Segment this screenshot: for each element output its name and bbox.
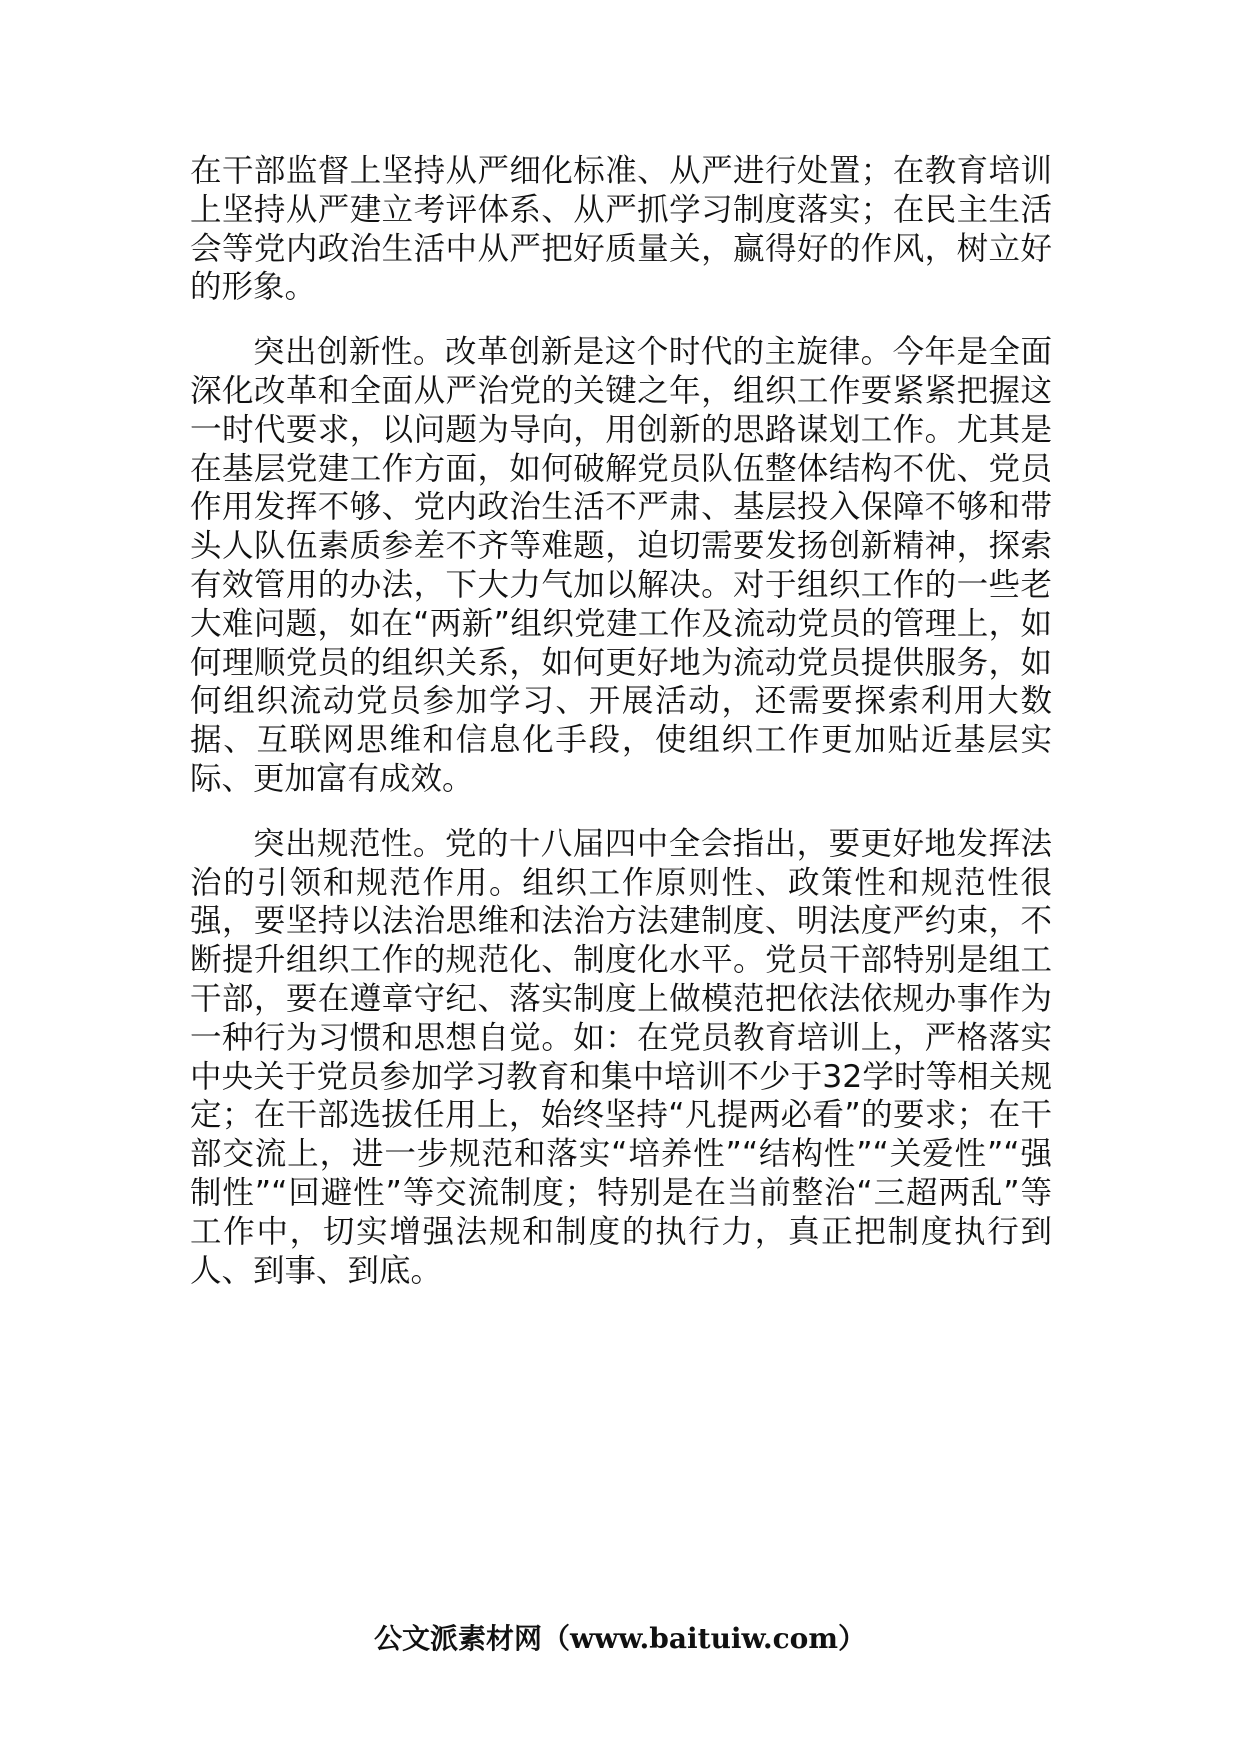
footer-source-text: 公文派素材网（www.baituiw.com） bbox=[374, 1622, 866, 1655]
paragraph-innovation: 突出创新性。改革创新是这个时代的主旋律。今年是全面深化改革和全面从严治党的关键之年，组织工作要紧紧把握这一时代要求，以问题为导向，用创新的思路谋划工作。尤其是在基层党建工作方面，如何破解党员队伍整体结构不优、党员作用发挥不够、党内政治生活不严肃、基层投入保障不够和带头人队伍素质参差不齐等难题，迫切需要发扬创新精神，探索有效管用的办法，下大力气加以解决。对于组织工作的一些老大难问题，如在“两新”组织党建工作及流动党员的管理上，如何理顺党员的组织关系，如何更好地为流动党员提供服务，如何组织流动党员参加学习、开展活动，还需要探索利用大数据、互联网思维和信息化手段，使组织工作更加贴近基层实际、更加富有成效。 bbox=[190, 334, 1052, 797]
paragraph-standardization: 突出规范性。党的十八届四中全会指出，要更好地发挥法治的引领和规范作用。组织工作原则性、政策性和规范性很强，要坚持以法治思维和法治方法建制度、明法度严约束，不断提升组织工作的规范化、制度化水平。党员干部特别是组工干部，要在遵章守纪、落实制度上做模范把依法依规办事作为一种行为习惯和思想自觉。如：在党员教育培训上，严格落实中央关于党员参加学习教育和集中培训不少于32学时等相关规定；在干部选拔任用上，始终坚持“凡提两必看”的要求；在干部交流上，进一步规范和落实“培养性”“结构性”“关爱性”“强制性”“回避性”等交流制度；特别是在当前整治“三超两乱”等工作中，切实增强法规和制度的执行力，真正把制度执行到人、到事、到底。 bbox=[190, 825, 1052, 1289]
paragraph-supervision: 在干部监督上坚持从严细化标准、从严进行处置；在教育培训上坚持从严建立考评体系、从严抓学习制度落实；在民主生活会等党内政治生活中从严把好质量关，赢得好的作风，树立好的形象。 bbox=[190, 153, 1052, 306]
document-body bbox=[190, 152, 1052, 1316]
